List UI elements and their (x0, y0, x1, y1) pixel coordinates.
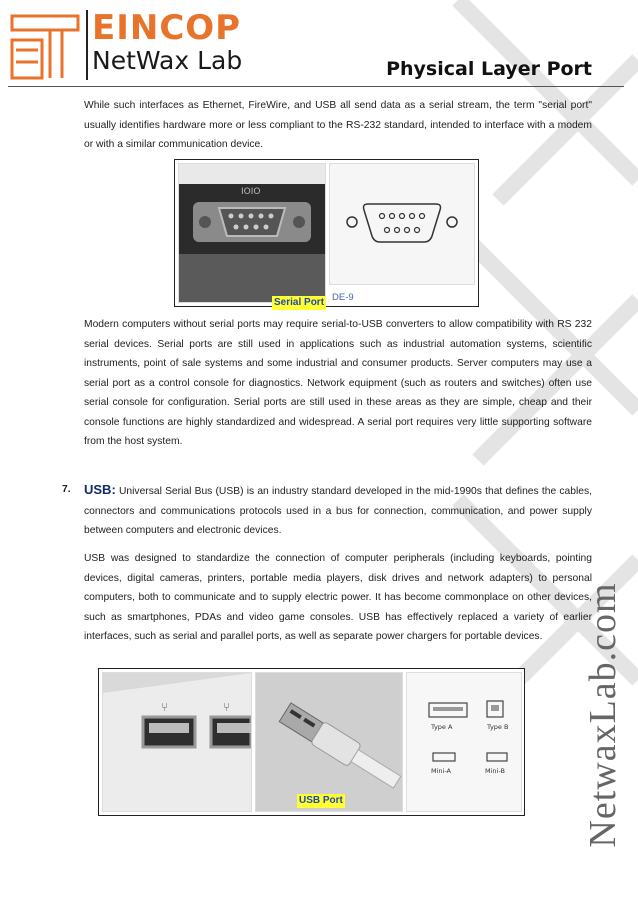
usb-design-paragraph: USB was designed to standardize the connection of computer peripherals (including keyboards, pointing devices, digital cameras, printers, portable media players, disk drives and network adapters) to personal computers, both to communicate and to supply electric power. It has become commonplace on other devices, such as smartphones, PDAs and video game consoles. USB has effectively replaced a variety of earlier interfaces, such as serial and parallel ports, as well as separate power chargers for portable devices. (84, 553, 592, 642)
serial-port-photo (178, 163, 326, 303)
usb-ports-photo-icon (103, 673, 251, 811)
usb-type-label: Type A (431, 723, 453, 731)
intro-paragraph: While such interfaces as Ethernet, FireWire, and USB all send data as a serial stream, the term "serial port" usually identifies hardware more or less compliant to the RS-232 standard, intended to interface with a modem or with a similar communication device. (84, 100, 592, 150)
usb-ports-photo (102, 672, 252, 812)
serial-port-caption: Serial Port (274, 297, 325, 308)
serial-port-figure (174, 159, 479, 307)
page-title: Physical Layer Port (386, 58, 592, 80)
serial-port-diagram (329, 163, 475, 285)
usb-type-label: Type B (487, 723, 509, 731)
de9-label: DE-9 (332, 292, 354, 303)
usb-plug-photo (255, 672, 403, 812)
list-item-number: 7. (62, 484, 71, 495)
watermark (578, 550, 628, 880)
svg-text:⑂: ⑂ (223, 700, 231, 714)
logo-mark-icon (10, 12, 80, 82)
usb-type-label: Mini-B (485, 767, 505, 775)
watermark-text: NetwaxLab.com (582, 582, 624, 848)
brand-name: EINCOP (92, 8, 242, 48)
usb-definition-text: Universal Serial Bus (USB) is an industry standard developed in the mid-1990s that defines the cables, connectors and communications protocols used in a bus for connection, communication, and power supply between computers and electronic devices. (84, 486, 592, 536)
serial-port-photo-icon (179, 164, 325, 302)
serial-uses-paragraph: Modern computers without serial ports may require serial-to-USB converters to allow compatibility with RS 232 serial devices. Serial ports are still used in applications such as industrial automation systems, scientific instruments, point of sale systems and some industrial and consumer products. Server computers may use a serial port as a control console for diagnostics. Network equipment (such as routers and switches) often use serial console for configuration. Serial ports are still used in these areas as they are simple, cheap and their console functions are highly standardized and widespread. A serial port requires very little supporting software from the host system. (84, 319, 592, 447)
usb-connector-types-icon (407, 673, 521, 811)
page-header (0, 0, 638, 90)
usb-port-caption: USB Port (299, 795, 343, 806)
de9-connector-icon (330, 164, 474, 284)
port-marking: IOIO (241, 187, 261, 197)
usb-plug-photo-icon (256, 673, 402, 811)
header-divider (8, 86, 624, 87)
usb-term: USB: (84, 482, 116, 497)
usb-definition-paragraph (84, 480, 592, 541)
brand-separator (86, 10, 88, 80)
usb-type-label: Mini-A (431, 767, 451, 775)
usb-types-diagram (406, 672, 522, 812)
svg-text:⑂: ⑂ (161, 700, 169, 714)
brand-subtitle: NetWax Lab (92, 46, 243, 75)
